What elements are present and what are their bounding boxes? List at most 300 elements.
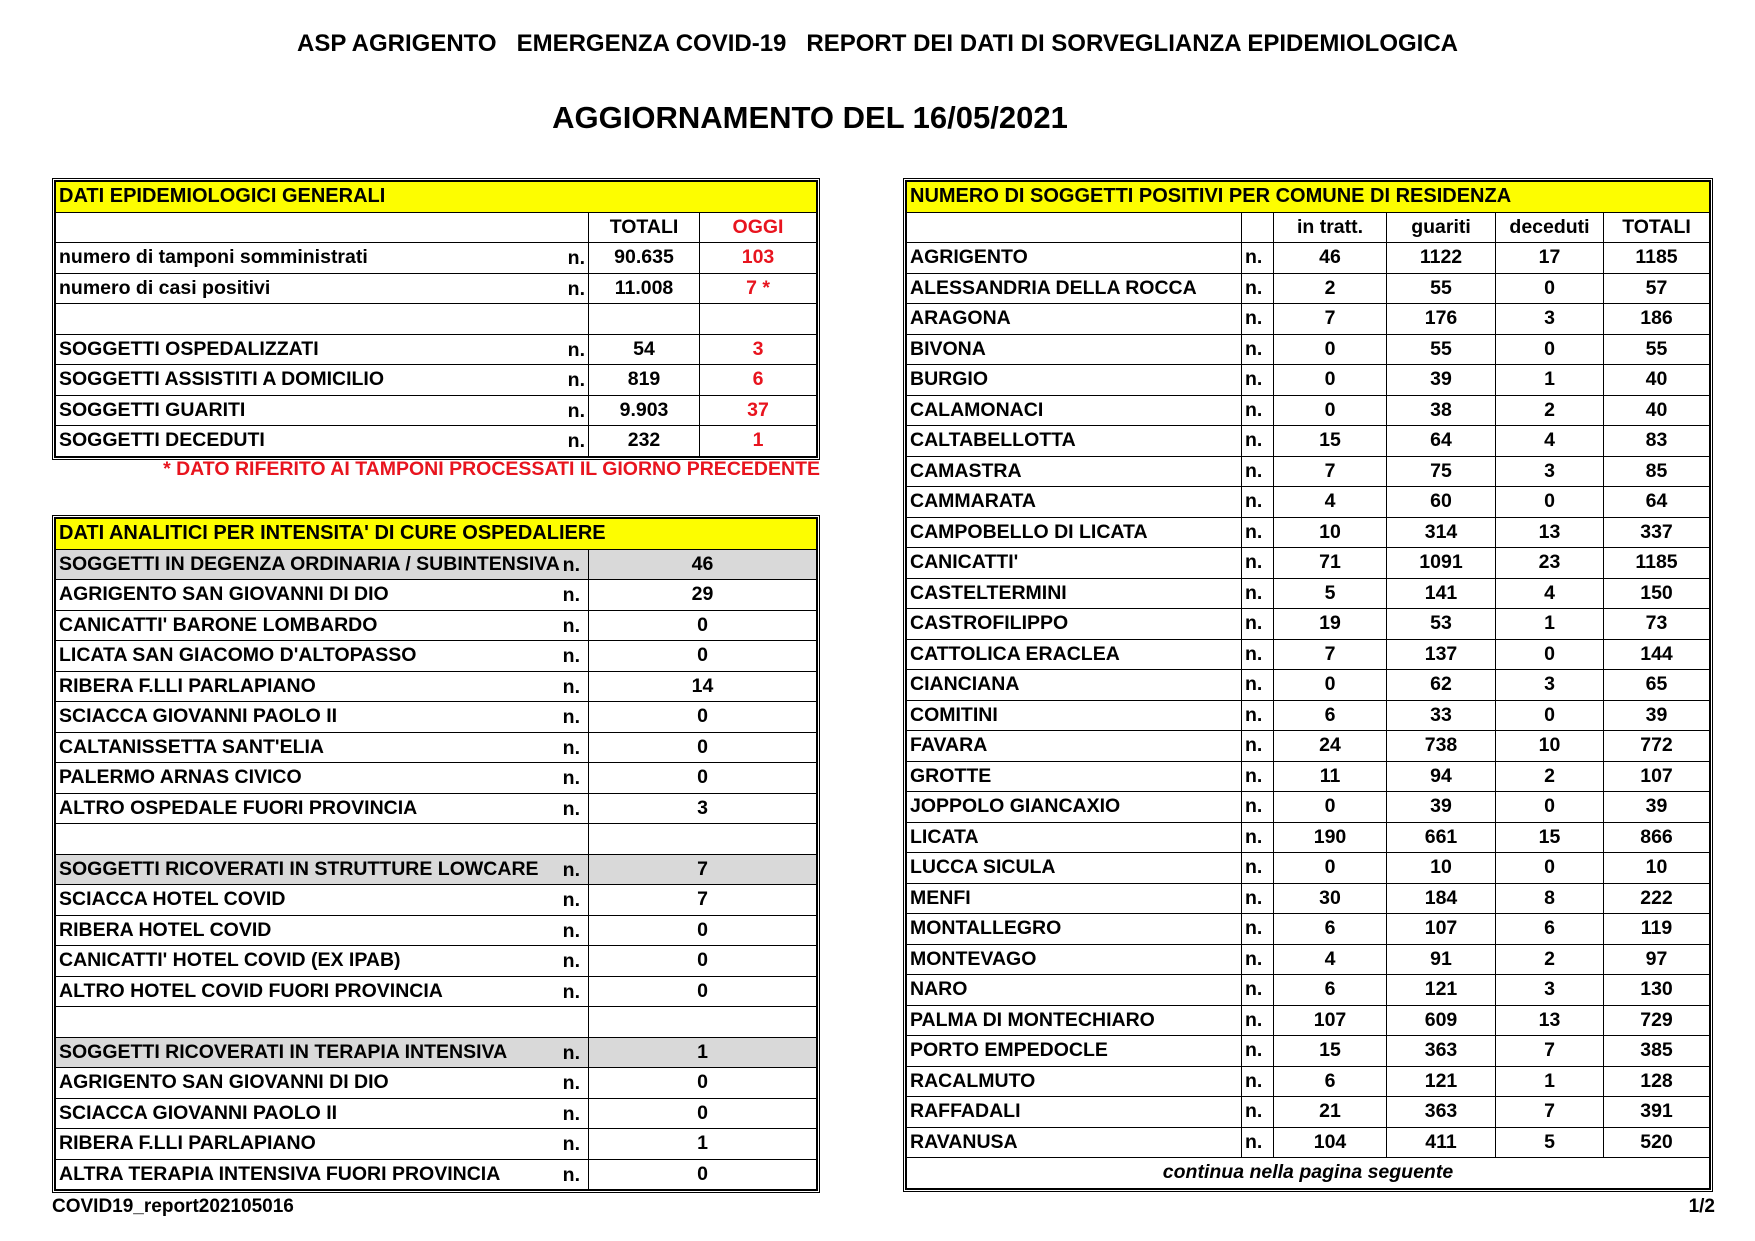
label-text: ALTRO OSPEDALE FUORI PROVINCIA <box>59 796 418 819</box>
deceduti-value: 13 <box>1496 1005 1604 1036</box>
label-text: CANICATTI' BARONE LOMBARDO <box>59 613 378 636</box>
comune-row <box>907 1036 1710 1067</box>
totali-value: 90.635 <box>589 243 700 274</box>
oggi-value: 3 <box>700 334 817 365</box>
unit-label: n. <box>1242 639 1274 670</box>
general-row <box>56 426 817 457</box>
unit-label: n. <box>1242 548 1274 579</box>
in-tratt-value: 0 <box>1274 395 1387 426</box>
unit-label: n. <box>1242 1036 1274 1067</box>
general-row <box>56 243 817 274</box>
in-tratt-value: 0 <box>1274 853 1387 884</box>
page-number: 1/2 <box>1688 1196 1715 1217</box>
label-text: SOGGETTI RICOVERATI IN STRUTTURE LOWCARE <box>59 857 539 880</box>
in-tratt-value: 0 <box>1274 792 1387 823</box>
label-text: SOGGETTI ASSISTITI A DOMICILIO <box>59 368 385 391</box>
unit-label: n. <box>1242 334 1274 365</box>
label-text: PALERMO ARNAS CIVICO <box>59 766 302 789</box>
guariti-value: 53 <box>1387 609 1496 640</box>
comune-row <box>907 883 1710 914</box>
hospital-row <box>56 915 817 946</box>
unit-label: n. <box>562 645 580 667</box>
count-value: 0 <box>589 1068 817 1099</box>
totali-value: 128 <box>1604 1066 1710 1097</box>
col-totali: TOTALI <box>589 212 700 243</box>
comune-name: JOPPOLO GIANCAXIO <box>907 792 1242 823</box>
unit-label: n. <box>562 1133 580 1155</box>
comune-name: PORTO EMPEDOCLE <box>907 1036 1242 1067</box>
deceduti-value: 4 <box>1496 578 1604 609</box>
comune-name: CATTOLICA ERACLEA <box>907 639 1242 670</box>
row-label <box>56 365 589 396</box>
comune-row <box>907 914 1710 945</box>
comune-row <box>907 639 1710 670</box>
comune-name: ARAGONA <box>907 304 1242 335</box>
count-value: 1 <box>589 1037 817 1068</box>
guariti-value: 661 <box>1387 822 1496 853</box>
in-tratt-value: 0 <box>1274 365 1387 396</box>
comune-name: CALAMONACI <box>907 395 1242 426</box>
hospital-row <box>56 1129 817 1160</box>
unit-label: n. <box>562 1041 580 1064</box>
totali-value: 107 <box>1604 761 1710 792</box>
comune-name: MENFI <box>907 883 1242 914</box>
comune-row <box>907 1005 1710 1036</box>
guariti-value: 141 <box>1387 578 1496 609</box>
comune-row <box>907 426 1710 457</box>
continua-note: continua nella pagina seguente <box>907 1158 1710 1189</box>
row-label <box>56 702 589 733</box>
hospital-row <box>56 1068 817 1099</box>
totali-value: 144 <box>1604 639 1710 670</box>
count-value: 0 <box>589 976 817 1007</box>
deceduti-value: 15 <box>1496 822 1604 853</box>
hospital-row <box>56 976 817 1007</box>
totali-value: 85 <box>1604 456 1710 487</box>
comune-name: CASTELTERMINI <box>907 578 1242 609</box>
count-value: 0 <box>589 915 817 946</box>
count-value: 46 <box>589 549 817 580</box>
guariti-value: 363 <box>1387 1097 1496 1128</box>
row-label <box>56 549 589 580</box>
unit-label: n. <box>1242 609 1274 640</box>
comune-name: RACALMUTO <box>907 1066 1242 1097</box>
in-tratt-value: 46 <box>1274 243 1387 274</box>
deceduti-value: 0 <box>1496 639 1604 670</box>
comune-row <box>907 456 1710 487</box>
comune-row <box>907 853 1710 884</box>
group-header-row <box>56 854 817 885</box>
totali-value: 520 <box>1604 1127 1710 1158</box>
hospital-row <box>56 732 817 763</box>
hospital-row <box>56 1159 817 1190</box>
empty-cell <box>589 1007 817 1038</box>
row-label <box>56 763 589 794</box>
unit-label: n. <box>1242 456 1274 487</box>
comune-row <box>907 395 1710 426</box>
unit-label: n. <box>1242 883 1274 914</box>
in-tratt-value: 7 <box>1274 456 1387 487</box>
count-value: 7 <box>589 885 817 916</box>
in-tratt-value: 4 <box>1274 944 1387 975</box>
unit-label: n. <box>1242 1127 1274 1158</box>
guariti-value: 64 <box>1387 426 1496 457</box>
comune-row <box>907 1127 1710 1158</box>
guariti-value: 33 <box>1387 700 1496 731</box>
in-tratt-value: 190 <box>1274 822 1387 853</box>
label-text: AGRIGENTO SAN GIOVANNI DI DIO <box>59 583 389 606</box>
unit-label: n. <box>1242 1066 1274 1097</box>
unit-label: n. <box>562 858 580 881</box>
deceduti-value: 7 <box>1496 1097 1604 1128</box>
unit-label: n. <box>1242 578 1274 609</box>
deceduti-value: 6 <box>1496 914 1604 945</box>
deceduti-value: 7 <box>1496 1036 1604 1067</box>
unit-label: n. <box>1242 731 1274 762</box>
deceduti-value: 1 <box>1496 365 1604 396</box>
general-row <box>56 273 817 304</box>
guariti-value: 62 <box>1387 670 1496 701</box>
label-text: LICATA SAN GIACOMO D'ALTOPASSO <box>59 644 417 667</box>
guariti-value: 38 <box>1387 395 1496 426</box>
totali-value: 866 <box>1604 822 1710 853</box>
footnote: * DATO RIFERITO AI TAMPONI PROCESSATI IL GIORNO PRECEDENTE <box>163 458 820 480</box>
in-tratt-value: 6 <box>1274 975 1387 1006</box>
hospital-row <box>56 580 817 611</box>
totali-value: 1185 <box>1604 548 1710 579</box>
comune-name: MONTEVAGO <box>907 944 1242 975</box>
unit-label: n. <box>567 369 585 391</box>
comune-name: PALMA DI MONTECHIARO <box>907 1005 1242 1036</box>
hospital-row <box>56 702 817 733</box>
guariti-value: 1122 <box>1387 243 1496 274</box>
guariti-value: 39 <box>1387 365 1496 396</box>
unit-label: n. <box>1242 944 1274 975</box>
unit-label: n. <box>562 797 580 820</box>
label-text: SOGGETTI IN DEGENZA ORDINARIA / SUBINTENSIVA <box>59 552 560 575</box>
hospital-row <box>56 885 817 916</box>
row-label <box>56 334 589 365</box>
comune-row <box>907 243 1710 274</box>
guariti-value: 314 <box>1387 517 1496 548</box>
deceduti-value: 8 <box>1496 883 1604 914</box>
unit-label: n. <box>567 247 585 269</box>
in-tratt-value: 6 <box>1274 1066 1387 1097</box>
totali-value: 11.008 <box>589 273 700 304</box>
comune-row <box>907 822 1710 853</box>
comune-row <box>907 731 1710 762</box>
oggi-value: 37 <box>700 395 817 426</box>
unit-label: n. <box>1242 1005 1274 1036</box>
in-tratt-value: 19 <box>1274 609 1387 640</box>
label-text: CALTANISSETTA SANT'ELIA <box>59 735 324 758</box>
label-text: ALTRO HOTEL COVID FUORI PROVINCIA <box>59 979 443 1002</box>
guariti-value: 94 <box>1387 761 1496 792</box>
in-tratt-value: 4 <box>1274 487 1387 518</box>
comune-name: CAMMARATA <box>907 487 1242 518</box>
comune-name: BIVONA <box>907 334 1242 365</box>
totali-value: 186 <box>1604 304 1710 335</box>
row-label <box>56 243 589 274</box>
deceduti-value: 13 <box>1496 517 1604 548</box>
totali-value: 772 <box>1604 731 1710 762</box>
col-totali-comuni: TOTALI <box>1604 212 1710 243</box>
comune-name: RAFFADALI <box>907 1097 1242 1128</box>
comune-name: RAVANUSA <box>907 1127 1242 1158</box>
row-label <box>56 915 589 946</box>
unit-label: n. <box>1242 700 1274 731</box>
totali-value: 39 <box>1604 700 1710 731</box>
comune-row <box>907 670 1710 701</box>
hospital-row <box>56 671 817 702</box>
guariti-value: 137 <box>1387 639 1496 670</box>
comune-name: AGRIGENTO <box>907 243 1242 274</box>
totali-value: 222 <box>1604 883 1710 914</box>
comune-name: NARO <box>907 975 1242 1006</box>
deceduti-value: 1 <box>1496 1066 1604 1097</box>
unit-label: n. <box>1242 1097 1274 1128</box>
in-tratt-value: 2 <box>1274 273 1387 304</box>
unit-label: n. <box>1242 273 1274 304</box>
comune-name: LUCCA SICULA <box>907 853 1242 884</box>
deceduti-value: 4 <box>1496 426 1604 457</box>
guariti-value: 75 <box>1387 456 1496 487</box>
totali-value: 385 <box>1604 1036 1710 1067</box>
comune-row <box>907 609 1710 640</box>
deceduti-value: 0 <box>1496 487 1604 518</box>
comune-row <box>907 517 1710 548</box>
row-label <box>56 854 589 885</box>
row-label <box>56 793 589 824</box>
unit-label: n. <box>1242 670 1274 701</box>
oggi-value: 1 <box>700 426 817 457</box>
guariti-value: 107 <box>1387 914 1496 945</box>
label-text: SCIACCA HOTEL COVID <box>59 888 286 911</box>
col-deceduti: deceduti <box>1496 212 1604 243</box>
label-text: numero di casi positivi <box>59 276 271 299</box>
comune-name: COMITINI <box>907 700 1242 731</box>
col-oggi: OGGI <box>700 212 817 243</box>
hospital-row <box>56 793 817 824</box>
unit-label: n. <box>1242 853 1274 884</box>
row-label <box>56 732 589 763</box>
count-value: 0 <box>589 641 817 672</box>
oggi-value: 103 <box>700 243 817 274</box>
count-value: 1 <box>589 1129 817 1160</box>
unit-label: n. <box>567 277 585 300</box>
empty-cell <box>56 824 589 855</box>
label-text: SOGGETTI OSPEDALIZZATI <box>59 337 319 360</box>
comune-name: CALTABELLOTTA <box>907 426 1242 457</box>
report-title: ASP AGRIGENTO EMERGENZA COVID-19 REPORT DEI DATI DI SORVEGLIANZA EPIDEMIOLOGICA <box>296 30 1458 57</box>
totali-value: 55 <box>1604 334 1710 365</box>
guariti-value: 184 <box>1387 883 1496 914</box>
deceduti-value: 23 <box>1496 548 1604 579</box>
in-tratt-value: 0 <box>1274 670 1387 701</box>
unit-label: n. <box>1242 243 1274 274</box>
label-text: RIBERA HOTEL COVID <box>59 918 272 941</box>
comuni-table <box>903 178 1713 1192</box>
deceduti-value: 2 <box>1496 944 1604 975</box>
unit-label: n. <box>562 675 580 698</box>
guariti-value: 411 <box>1387 1127 1496 1158</box>
totali-value: 119 <box>1604 914 1710 945</box>
hospital-title: DATI ANALITICI PER INTENSITA' DI CURE OSPEDALIERE <box>56 519 817 550</box>
label-text: SOGGETTI DECEDUTI <box>59 429 265 452</box>
unit-label: n. <box>562 736 580 759</box>
unit-label: n. <box>567 399 585 422</box>
document-id: COVID19_report202105016 <box>52 1196 294 1217</box>
label-text: SOGGETTI RICOVERATI IN TERAPIA INTENSIVA <box>59 1040 508 1063</box>
unit-label: n. <box>562 553 580 576</box>
unit-label: n. <box>562 1072 580 1094</box>
guariti-value: 738 <box>1387 731 1496 762</box>
comuni-title: NUMERO DI SOGGETTI POSITIVI PER COMUNE DI RESIDENZA <box>907 182 1710 213</box>
in-tratt-value: 11 <box>1274 761 1387 792</box>
comune-name: CAMPOBELLO DI LICATA <box>907 517 1242 548</box>
comune-row <box>907 792 1710 823</box>
comune-name: CIANCIANA <box>907 670 1242 701</box>
unit-label: n. <box>1242 761 1274 792</box>
row-label <box>56 1129 589 1160</box>
totali-value: 9.903 <box>589 395 700 426</box>
deceduti-value: 3 <box>1496 304 1604 335</box>
unit-label: n. <box>562 1102 580 1125</box>
row-label <box>56 641 589 672</box>
totali-value: 83 <box>1604 426 1710 457</box>
comune-row <box>907 487 1710 518</box>
label-text: ALTRA TERAPIA INTENSIVA FUORI PROVINCIA <box>59 1162 501 1185</box>
deceduti-value: 3 <box>1496 975 1604 1006</box>
unit-label: n. <box>1242 914 1274 945</box>
totali-value: 232 <box>589 426 700 457</box>
in-tratt-value: 71 <box>1274 548 1387 579</box>
col-guariti: guariti <box>1387 212 1496 243</box>
hospital-data-table <box>52 515 820 1193</box>
in-tratt-value: 6 <box>1274 914 1387 945</box>
general-title: DATI EPIDEMIOLOGICI GENERALI <box>56 182 817 213</box>
comune-name: BURGIO <box>907 365 1242 396</box>
totali-value: 819 <box>589 365 700 396</box>
count-value: 0 <box>589 1098 817 1129</box>
row-label <box>56 610 589 641</box>
comune-row <box>907 1097 1710 1128</box>
guariti-value: 121 <box>1387 1066 1496 1097</box>
comune-name: MONTALLEGRO <box>907 914 1242 945</box>
unit-label: n. <box>562 706 580 728</box>
empty-cell <box>589 824 817 855</box>
guariti-value: 1091 <box>1387 548 1496 579</box>
spacer-row <box>56 1007 817 1038</box>
deceduti-value: 0 <box>1496 853 1604 884</box>
unit-label: n. <box>1242 487 1274 518</box>
hospital-row <box>56 610 817 641</box>
in-tratt-value: 5 <box>1274 578 1387 609</box>
totali-value: 73 <box>1604 609 1710 640</box>
unit-label: n. <box>1242 517 1274 548</box>
row-label <box>56 395 589 426</box>
comune-row <box>907 365 1710 396</box>
hospital-row <box>56 763 817 794</box>
guariti-value: 55 <box>1387 334 1496 365</box>
in-tratt-value: 15 <box>1274 1036 1387 1067</box>
deceduti-value: 0 <box>1496 334 1604 365</box>
group-header-row <box>56 1037 817 1068</box>
totali-value: 10 <box>1604 853 1710 884</box>
in-tratt-value: 7 <box>1274 304 1387 335</box>
guariti-value: 39 <box>1387 792 1496 823</box>
label-text: numero di tamponi somministrati <box>59 246 368 269</box>
comune-name: CASTROFILIPPO <box>907 609 1242 640</box>
row-label <box>56 273 589 304</box>
count-value: 0 <box>589 946 817 977</box>
comune-row <box>907 334 1710 365</box>
comune-row <box>907 1066 1710 1097</box>
in-tratt-value: 6 <box>1274 700 1387 731</box>
label-text: AGRIGENTO SAN GIOVANNI DI DIO <box>59 1071 389 1094</box>
count-value: 3 <box>589 793 817 824</box>
general-row <box>56 365 817 396</box>
row-label <box>56 1068 589 1099</box>
guariti-value: 60 <box>1387 487 1496 518</box>
general-row <box>56 334 817 365</box>
comune-name: LICATA <box>907 822 1242 853</box>
label-text: RIBERA F.LLI PARLAPIANO <box>59 1132 316 1155</box>
comune-row <box>907 273 1710 304</box>
guariti-value: 10 <box>1387 853 1496 884</box>
unit-label: n. <box>562 919 580 942</box>
totali-value: 40 <box>1604 365 1710 396</box>
in-tratt-value: 30 <box>1274 883 1387 914</box>
unit-label: n. <box>562 980 580 1003</box>
deceduti-value: 3 <box>1496 456 1604 487</box>
deceduti-value: 2 <box>1496 761 1604 792</box>
totali-value: 391 <box>1604 1097 1710 1128</box>
unit-label: n. <box>1242 304 1274 335</box>
guariti-value: 363 <box>1387 1036 1496 1067</box>
deceduti-value: 17 <box>1496 243 1604 274</box>
unit-label: n. <box>562 767 580 789</box>
unit-label: n. <box>567 430 585 452</box>
totali-value: 97 <box>1604 944 1710 975</box>
count-value: 0 <box>589 702 817 733</box>
in-tratt-value: 10 <box>1274 517 1387 548</box>
update-date: AGGIORNAMENTO DEL 16/05/2021 <box>552 100 1068 135</box>
count-value: 14 <box>589 671 817 702</box>
row-label <box>56 580 589 611</box>
general-data-table <box>52 178 820 460</box>
deceduti-value: 0 <box>1496 792 1604 823</box>
guariti-value: 609 <box>1387 1005 1496 1036</box>
comune-name: CANICATTI' <box>907 548 1242 579</box>
count-value: 0 <box>589 732 817 763</box>
in-tratt-value: 21 <box>1274 1097 1387 1128</box>
comune-name: FAVARA <box>907 731 1242 762</box>
count-value: 7 <box>589 854 817 885</box>
oggi-value: 6 <box>700 365 817 396</box>
totali-value: 150 <box>1604 578 1710 609</box>
row-label <box>56 671 589 702</box>
label-text: SOGGETTI GUARITI <box>59 398 246 421</box>
unit-label: n. <box>567 338 585 361</box>
comune-row <box>907 700 1710 731</box>
in-tratt-value: 7 <box>1274 639 1387 670</box>
row-label <box>56 946 589 977</box>
guariti-value: 91 <box>1387 944 1496 975</box>
in-tratt-value: 24 <box>1274 731 1387 762</box>
deceduti-value: 3 <box>1496 670 1604 701</box>
comune-name: ALESSANDRIA DELLA ROCCA <box>907 273 1242 304</box>
